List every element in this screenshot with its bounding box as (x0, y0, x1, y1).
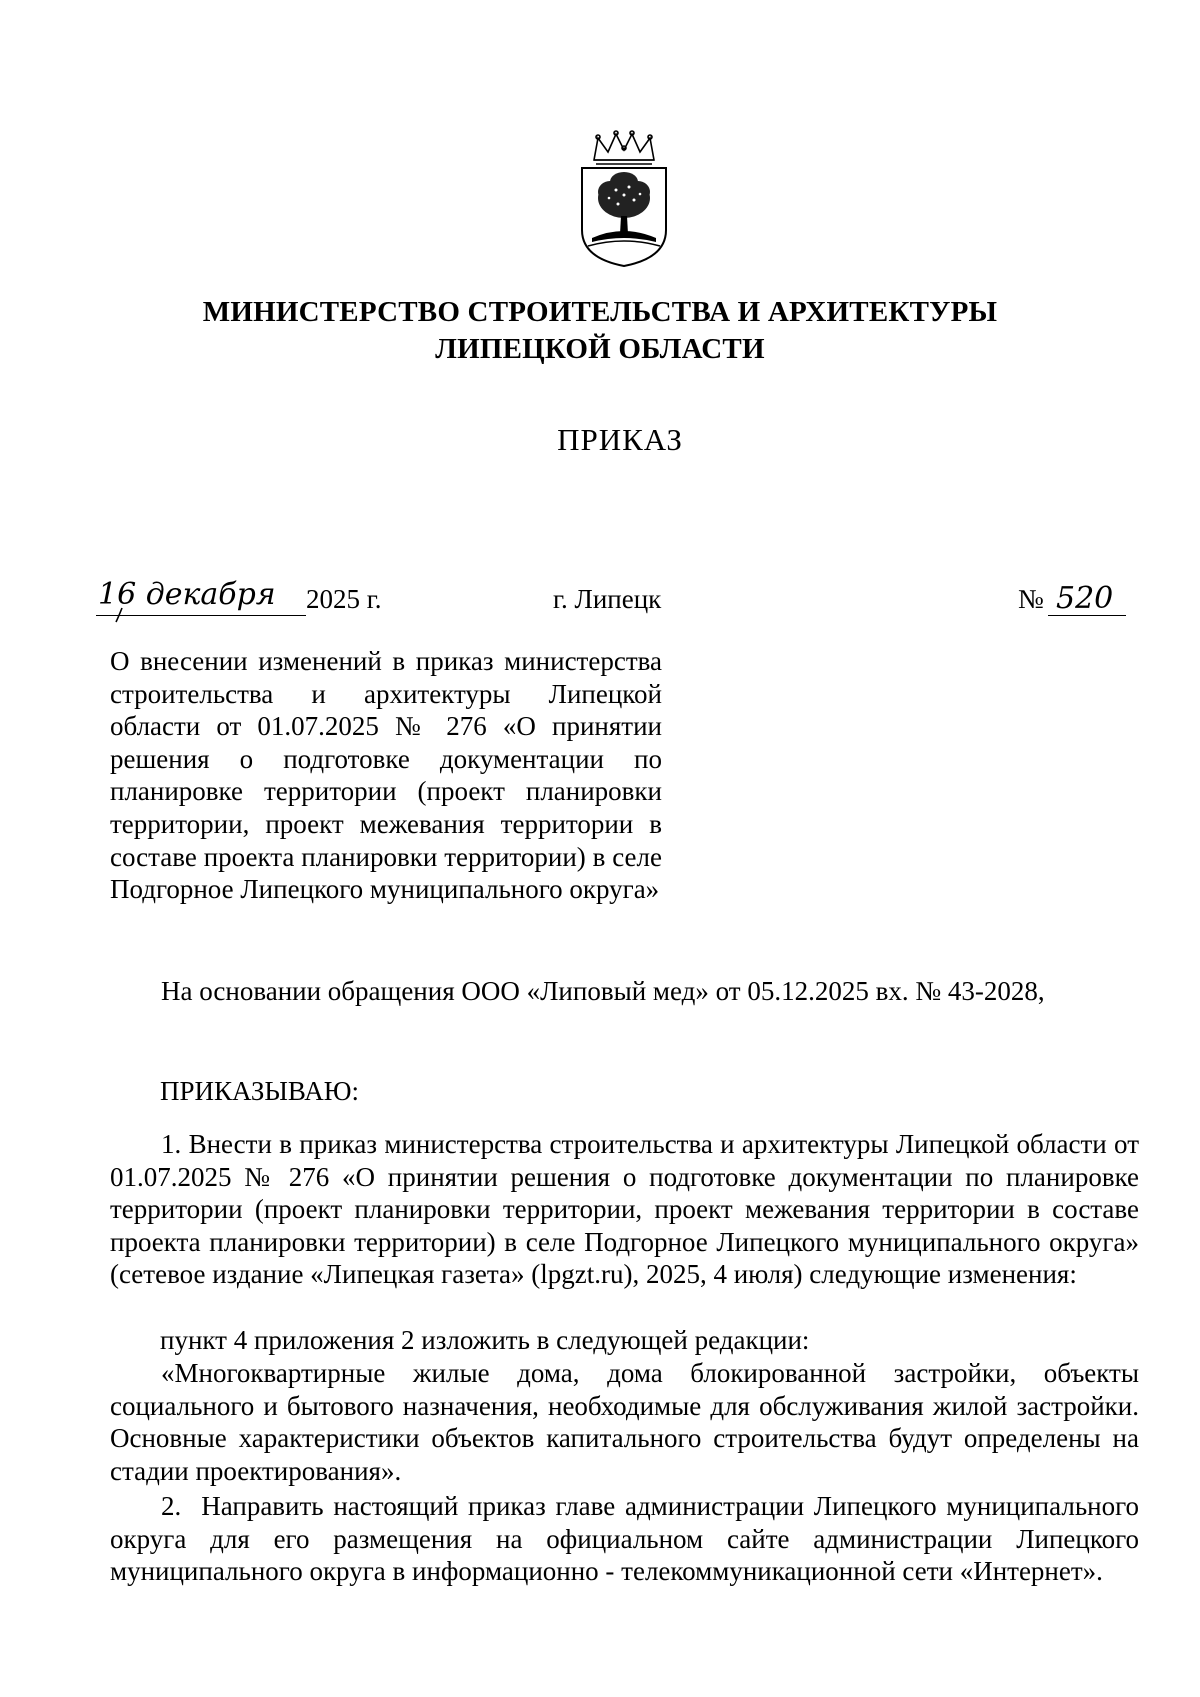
document-subject: О внесении изменений в приказ министерства строительства и архитектуры Липецкой области от 01.07.2025 № 276 «О принятии решения о подготовке документации по планировке территории (проект планировки территории, проект межевания территории в составе проекта планировки территории) в селе Подгорное Липецкого муниципального округа» (110, 646, 662, 905)
coat-of-arms-icon (574, 130, 674, 270)
date-underline (96, 615, 306, 616)
order-item-1-quote: «Многоквартирные жилые дома, дома блокированной застройки, объекты социального и бытового назначения, необходимые для обслуживания жилой застройки. Основные характеристики объектов капитального строительства будут определены на стадии проектирования». (110, 1358, 1139, 1486)
handwritten-number-text: 520 (1056, 581, 1114, 616)
number-underline (1048, 615, 1126, 616)
city: г. Липецк (553, 584, 662, 614)
handwritten-number (1052, 574, 1122, 616)
document-type-title: ПРИКАЗ (557, 422, 683, 457)
order-item-1: 1. Внести в приказ министерства строительства и архитектуры Липецкой области от 01.07.2025 № 276 «О принятии решения о подготовке документации по планировке территории (проект планировки территории, проект межевания территории в составе проекта планировки территории) в селе Подгорное Липецкого муниципального округа» (сетевое издание «Липецкая газета» (lpgzt.ru), 2025, 4 июля) следующие изменения: (110, 1129, 1139, 1290)
date-year: 2025 г. (306, 584, 382, 614)
handwritten-date (96, 572, 301, 624)
number-sign: № (1018, 584, 1044, 614)
order-item-1-sub: пункт 4 приложения 2 изложить в следующей редакции: (160, 1325, 810, 1355)
basis-paragraph: На основании обращения ООО «Липовый мед» от 05.12.2025 вх. № 43-2028, (161, 976, 1045, 1006)
order-word: ПРИКАЗЫВАЮ: (160, 1076, 359, 1106)
order-item-2 (110, 1490, 1139, 1588)
order-item-2-text: Направить настоящий приказ главе администрации Липецкого муниципального округа для его размещения на официальном сайте администрации Липецкого муниципального округа в информационно - телекоммуникационной сети «Интернет». (110, 1491, 1139, 1587)
order-item-2-number: 2. (161, 1491, 182, 1521)
organization-name-line2: ЛИПЕЦКОЙ ОБЛАСТИ (435, 333, 765, 365)
organization-name-line1: МИНИСТЕРСТВО СТРОИТЕЛЬСТВА И АРХИТЕКТУРЫ (202, 296, 998, 328)
handwritten-date-text: 16 декабря (98, 577, 276, 612)
